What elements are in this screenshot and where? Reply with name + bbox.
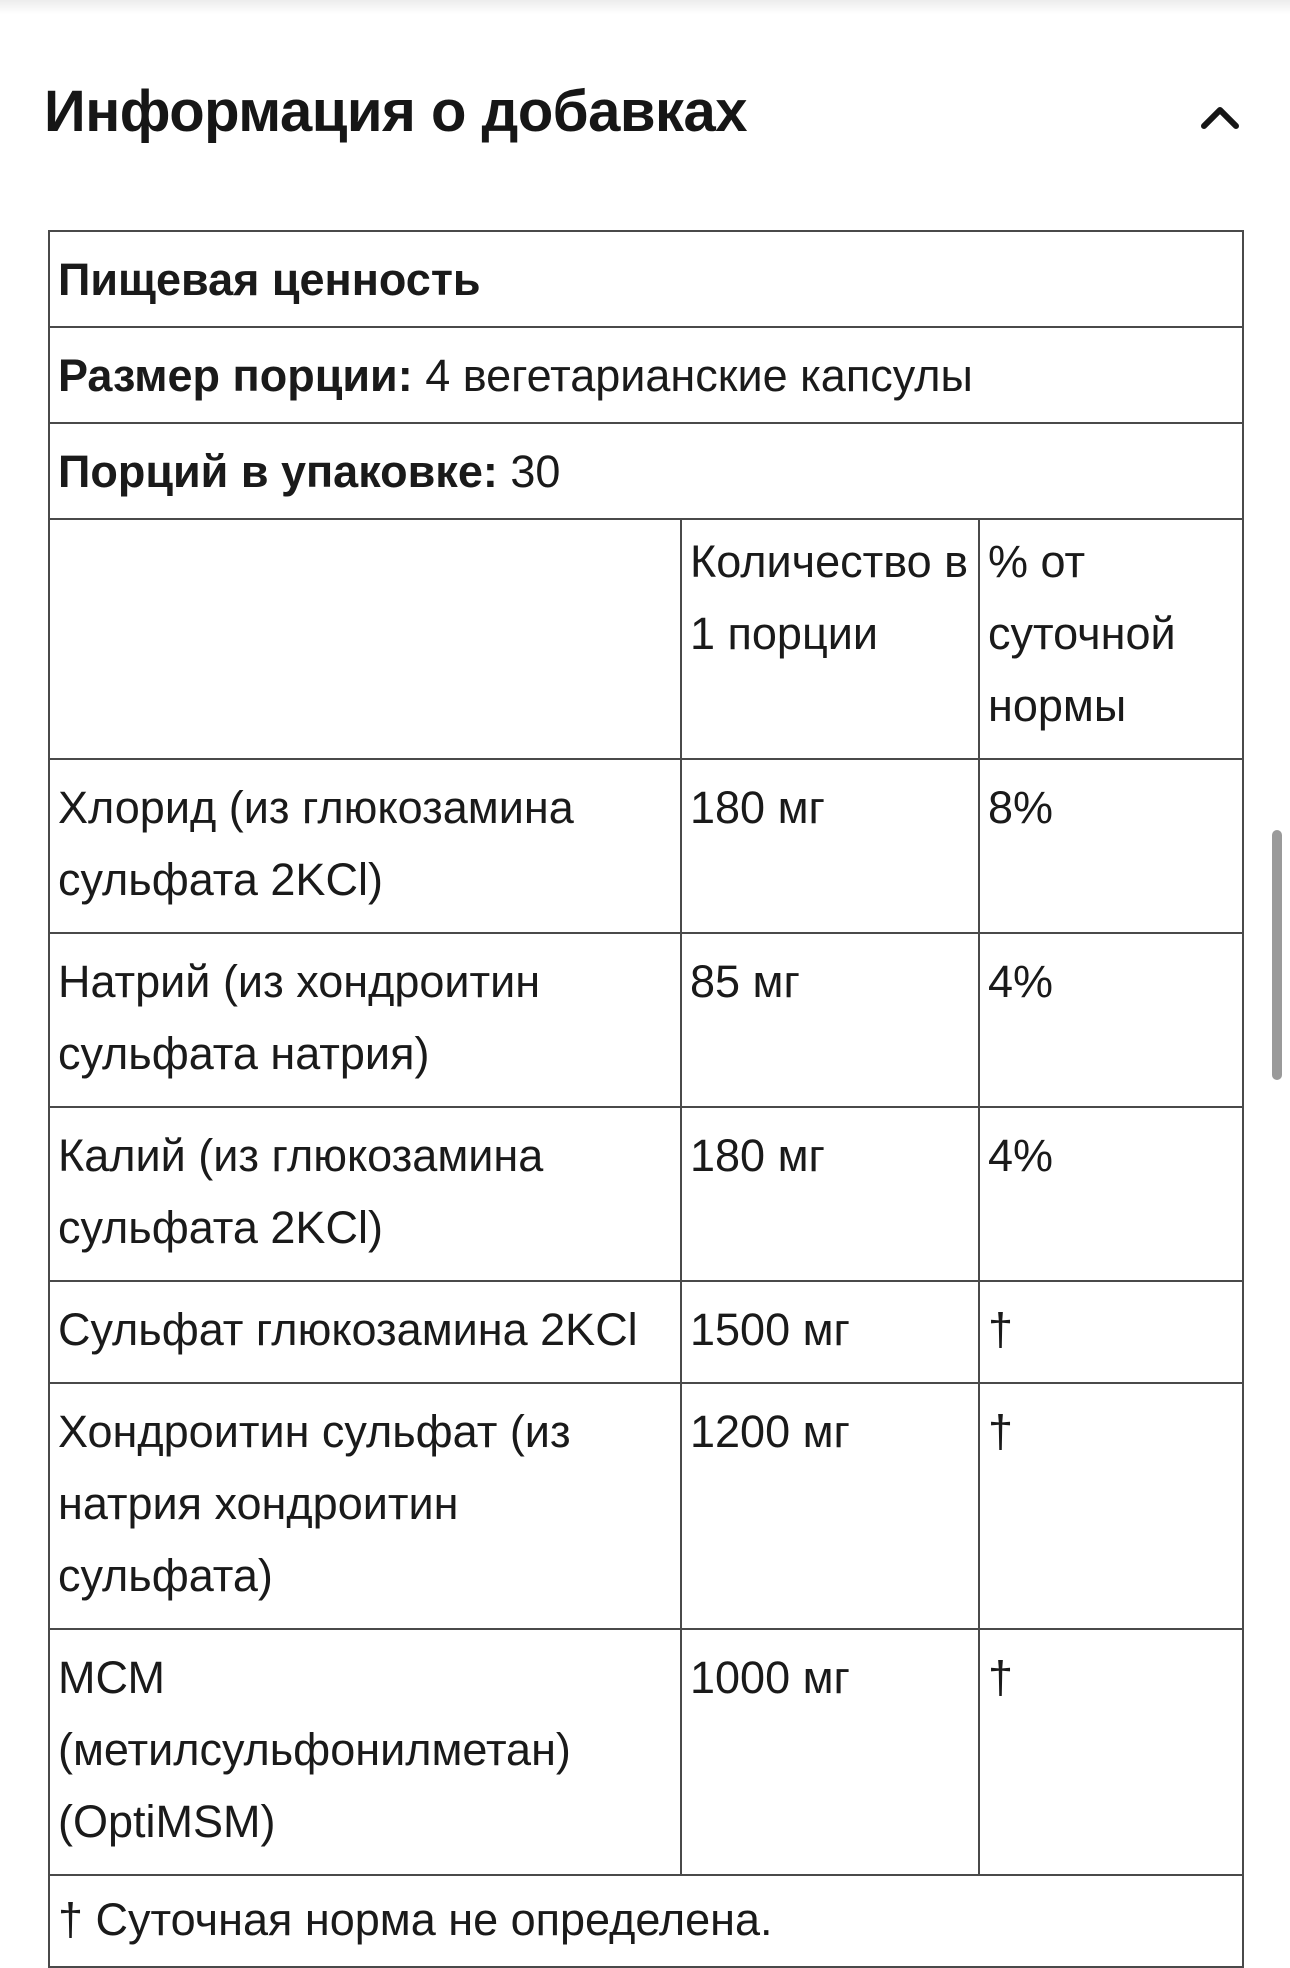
nutrient-amount: 1500 мг [681,1281,979,1383]
nutrient-name: Хлорид (из глюкозамина сульфата 2KCl) [49,759,681,933]
daily-value-column-header: % от суточной нормы [979,519,1243,759]
table-row [49,933,1243,1107]
servings-value: 30 [497,446,561,497]
amount-column-header: Количество в 1 порции [681,519,979,759]
chevron-up-icon[interactable] [1188,84,1252,148]
serving-size-value: 4 вегетарианские капсулы [412,350,973,401]
scrollbar-thumb[interactable] [1272,830,1282,1080]
facts-title: Пищевая ценность [58,254,481,305]
table-row [49,1107,1243,1281]
nutrient-daily-value: † [979,1281,1243,1383]
nutrient-daily-value: † [979,1629,1243,1875]
nutrient-name: Сульфат глюкозамина 2KCl [49,1281,681,1383]
daily-value-footnote: † Суточная норма не определена. [49,1875,1243,1967]
serving-size-label: Размер порции: [58,350,413,401]
table-row [49,1629,1243,1875]
supplement-info-header[interactable] [0,60,1290,160]
scrollbar[interactable] [1272,830,1282,1080]
section-title: Информация о добавках [44,79,748,144]
nutrition-facts-table [48,230,1244,1968]
nutrient-name: Натрий (из хондроитин сульфата натрия) [49,933,681,1107]
nutrient-amount: 180 мг [681,1107,979,1281]
column-header-row [49,519,1243,759]
nutrient-amount: 85 мг [681,933,979,1107]
top-edge-shadow [0,0,1290,14]
table-row [49,1383,1243,1629]
nutrient-amount: 1000 мг [681,1629,979,1875]
table-row [49,1281,1243,1383]
servings-label: Порций в упаковке: [58,446,498,497]
facts-title-row [49,231,1243,327]
nutrient-daily-value: 4% [979,933,1243,1107]
nutrient-amount: 1200 мг [681,1383,979,1629]
nutrient-daily-value: 8% [979,759,1243,933]
footnote-row [49,1875,1243,1967]
nutrient-name: МСМ (метилсульфонилметан) (OptiMSM) [49,1629,681,1875]
nutrient-name: Хондроитин сульфат (из натрия хондроитин сульфата) [49,1383,681,1629]
nutrient-column-header [49,519,681,759]
nutrient-daily-value: † [979,1383,1243,1629]
nutrient-daily-value: 4% [979,1107,1243,1281]
nutrient-amount: 180 мг [681,759,979,933]
table-row [49,759,1243,933]
servings-per-container-row [49,423,1243,519]
nutrient-name: Калий (из глюкозамина сульфата 2KCl) [49,1107,681,1281]
serving-size-row [49,327,1243,423]
